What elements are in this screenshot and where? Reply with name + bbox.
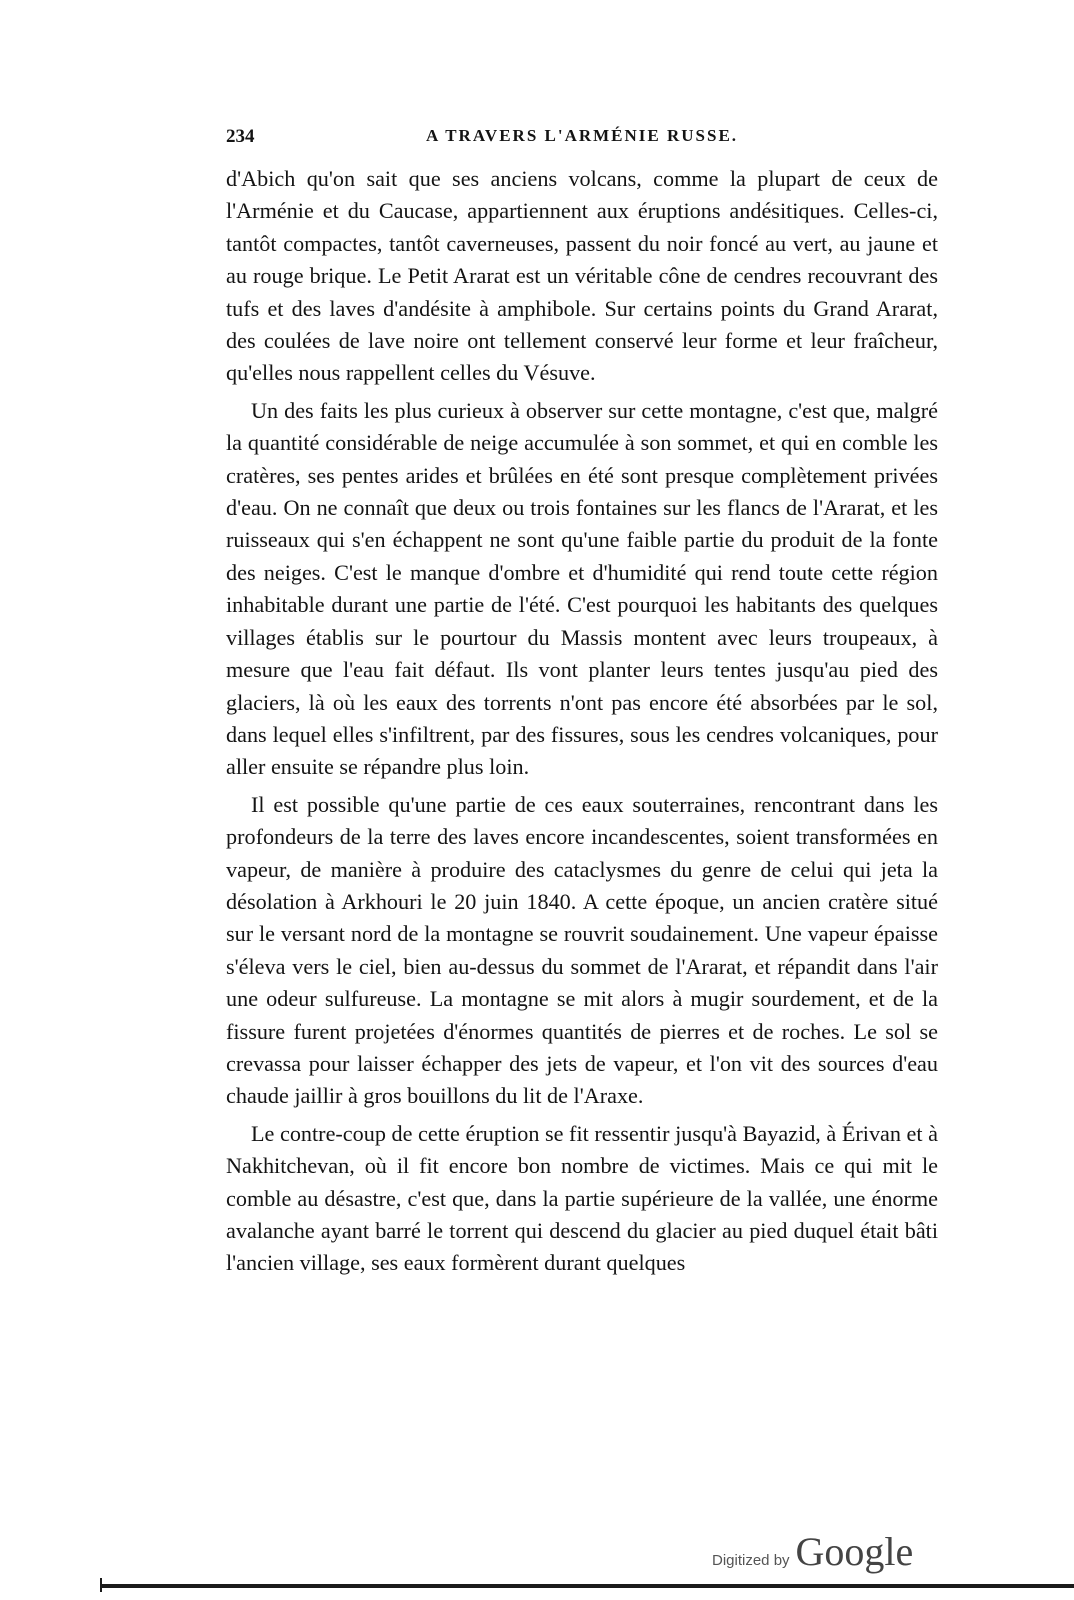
google-logo: Google [795, 1529, 914, 1574]
body-text [226, 163, 938, 1285]
running-title: A TRAVERS L'ARMÉNIE RUSSE. [425, 126, 739, 145]
paragraph: Un des faits les plus curieux à observer sur cette montagne, c'est que, malgré la quantité considérable de neige accumulée à son sommet, et qui en comble les cratères, ses pentes arides et brûlées en été sont presque complètement privées d'eau. On ne connaît que deux ou trois fontaines sur les flancs de l'Ararat, et les ruisseaux qui s'en échappent ne sont qu'une faible partie du produit de la fonte des neiges. C'est le manque d'ombre et d'humidité qui rend toute cette région inhabitable durant une partie de l'été. C'est pourquoi les habitants des quelques villages établis sur le pourtour du Massis montent avec leurs troupeaux, à mesure que l'eau fait défaut. Ils vont planter leurs tentes jusqu'au pied des glaciers, là où les eaux des torrents n'ont pas encore été absorbées par le sol, dans lequel elles s'infiltrent, par des fissures, sous les cendres volcaniques, pour aller ensuite se répandre plus loin. [226, 397, 938, 780]
digitized-by-watermark [712, 1528, 932, 1578]
running-head [226, 126, 938, 152]
scan-bottom-edge [100, 1584, 1074, 1588]
paragraph: Il est possible qu'une partie de ces eaux souterraines, rencontrant dans les profondeurs de la terre des laves encore incandescentes, soient transformées en vapeur, de manière à produire des cataclysmes du genre de celui qui jeta la désolation à Arkhouri le 20 juin 1840. A cette époque, un ancien cratère situé sur le versant nord de la montagne se rouvrit soudainement. Une vapeur épaisse s'éleva vers le ciel, bien au-dessus du sommet de l'Ararat, et répandit dans l'air une odeur sulfureuse. La montagne se mit alors à mugir sourdement, et de la fissure furent projetées d'énormes quantités de pierres et de roches. Le sol se crevassa pour laisser échapper des jets de vapeur, et l'on vit des sources d'eau chaude jaillir à gros bouillons du lit de l'Araxe. [226, 791, 938, 1109]
paragraph: Le contre-coup de cette éruption se fit ressentir jusqu'à Bayazid, à Érivan et à Nakhitchevan, où il fit encore bon nombre de victimes. Mais ce qui mit le comble au désastre, c'est que, dans la partie supérieure de la vallée, une énorme avalanche ayant barré le torrent qui descend du glacier au pied duquel était bâti l'ancien village, ses eaux formèrent durant quelques [226, 1120, 938, 1276]
watermark-prefix: Digitized by [712, 1552, 790, 1569]
paragraph-continued: d'Abich qu'on sait que ses anciens volcans, comme la plupart de ceux de l'Arménie et du Caucase, appartiennent aux éruptions andésitiques. Celles-ci, tantôt compactes, tantôt caverneuses, passent du noir foncé au vert, au jaune et au rouge brique. Le Petit Ararat est un véritable cône de cendres recouvrant des tufs et des laves d'andésite à amphibole. Sur certains points du Grand Ararat, des coulées de lave noire ont tellement conservé leur forme et leur fraîcheur, qu'elles nous rappellent celles du Vésuve. [226, 166, 938, 386]
page-number: 234 [226, 126, 255, 147]
